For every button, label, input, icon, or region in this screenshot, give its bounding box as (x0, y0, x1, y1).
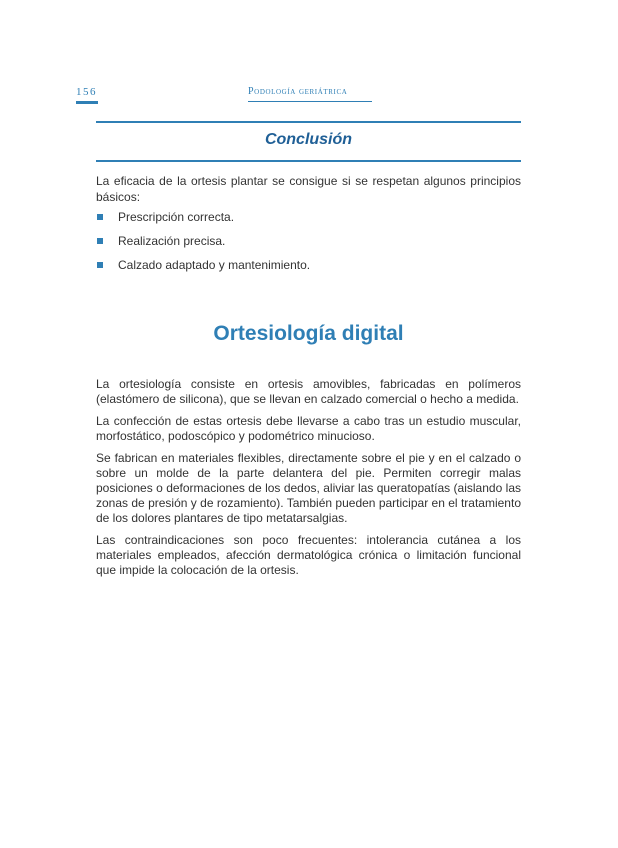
list-item (96, 210, 521, 234)
body-paragraph: Se fabrican en materiales flexibles, directamente sobre el pie y en el calzado o sobre un molde de la parte delantera del pie. Permiten corregir malas posiciones o deformaciones de los dedos, aliviar las queratopatías (aislando las zonas de presión y de rozamiento). También pueden participar en el tratamiento de los dolores plantares de tipo metatarsalgias. (96, 451, 521, 525)
conclusion-top-rule (96, 121, 521, 123)
list-item-text: Prescripción correcta. (118, 210, 235, 224)
body-paragraph: Las contraindicaciones son poco frecuentes: intolerancia cutánea a los materiales empleados, afección dermatológica crónica o limitación funcional que impide la colocación de la ortesis. (96, 533, 521, 577)
body-paragraph: La confección de estas ortesis debe llevarse a cabo tras un estudio muscular, morfostático, podoscópico y podométrico minucioso. (96, 414, 521, 443)
square-bullet-icon (97, 214, 103, 220)
conclusion-title: Conclusión (264, 131, 353, 148)
list-item-text: Realización precisa. (118, 234, 226, 248)
conclusion-bottom-rule (96, 160, 521, 162)
body-paragraph: La ortesiología consiste en ortesis amovibles, fabricadas en polímeros (elastómero de silicona), que se llevan en calzado comercial o hecho a medida. (96, 377, 521, 406)
page-number: 156 (76, 86, 97, 98)
list-item (96, 258, 521, 282)
running-header-rule (248, 101, 372, 102)
page-number-underline (76, 101, 98, 104)
square-bullet-icon (97, 238, 103, 244)
list-item-text: Calzado adaptado y mantenimiento. (118, 258, 311, 272)
section-body (96, 377, 521, 585)
section-title: Ortesiología digital (213, 322, 404, 345)
running-header-title: Podología geriátrica (248, 86, 348, 97)
list-item (96, 234, 521, 258)
square-bullet-icon (97, 262, 103, 268)
conclusion-bullet-list (96, 210, 521, 282)
conclusion-intro: La eficacia de la ortesis plantar se consigue si se respetan algunos principios básicos: (96, 174, 521, 204)
